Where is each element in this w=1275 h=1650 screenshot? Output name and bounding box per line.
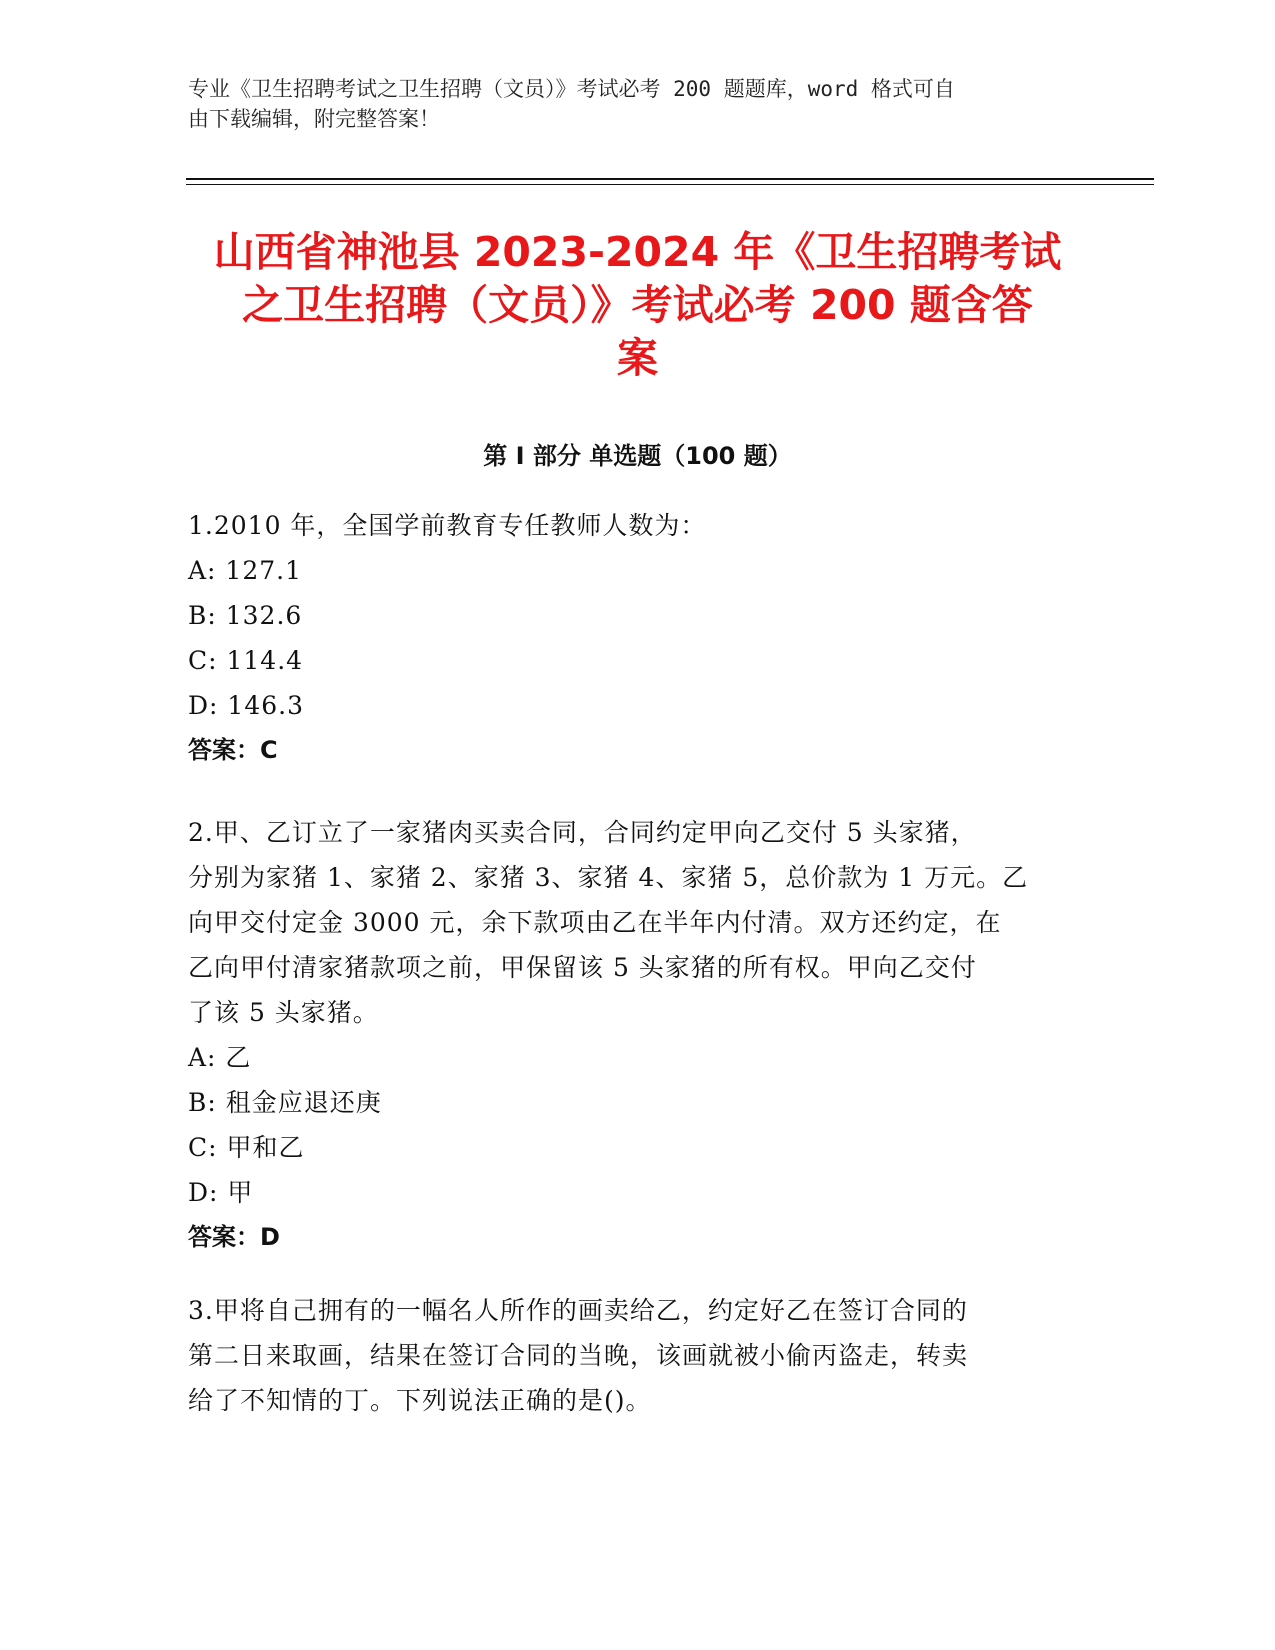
section-title: 第 I 部分 单选题（100 题） [483, 442, 792, 470]
document-title [160, 226, 1115, 385]
question-stem [188, 503, 1088, 548]
header-note-line-1: 专业《卫生招聘考试之卫生招聘（文员）》考试必考 200 题题库，word 格式可自 [188, 77, 955, 101]
option-a: A: 127.1 [188, 556, 302, 585]
header-note [188, 74, 1068, 134]
question-stem [188, 810, 1088, 1035]
question-stem-line: 分别为家猪 1、家猪 2、家猪 3、家猪 4、家猪 5，总价款为 1 万元。乙 [188, 863, 1029, 892]
document-title-line-3: 案 [617, 334, 658, 382]
option-d: D: 甲 [188, 1178, 254, 1207]
header-divider-thin [186, 184, 1154, 185]
question-stem-line: 乙向甲付清家猪款项之前，甲保留该 5 头家猪的所有权。甲向乙交付 [188, 953, 977, 982]
answer-label: 答案：C [188, 736, 278, 764]
question-stem-line: 1.2010 年，全国学前教育专任教师人数为： [188, 511, 707, 540]
answer-label: 答案：D [188, 1223, 280, 1251]
question-stem [188, 1288, 1088, 1423]
question-3 [188, 1288, 1088, 1423]
option-d: D: 146.3 [188, 691, 304, 720]
question-stem-line: 3.甲将自己拥有的一幅名人所作的画卖给乙，约定好乙在签订合同的 [188, 1296, 968, 1325]
option-a: A: 乙 [188, 1043, 252, 1072]
option-b: B: 租金应退还庚 [188, 1088, 382, 1117]
option-c: C: 甲和乙 [188, 1133, 305, 1162]
question-stem-line: 给了不知情的丁。下列说法正确的是()。 [188, 1386, 652, 1415]
header-note-line-2: 由下载编辑，附完整答案！ [188, 107, 440, 131]
document-title-line-2: 之卫生招聘（文员）》考试必考 200 题含答 [242, 281, 1033, 329]
option-c: C: 114.4 [188, 646, 304, 675]
option-b: B: 132.6 [188, 601, 303, 630]
question-2 [188, 810, 1088, 1260]
question-stem-line: 向甲交付定金 3000 元，余下款项由乙在半年内付清。双方还约定，在 [188, 908, 1002, 937]
document-title-line-1: 山西省神池县 2023-2024 年《卫生招聘考试 [213, 228, 1062, 276]
question-stem-line: 第二日来取画，结果在签订合同的当晚，该画就被小偷丙盗走，转卖 [188, 1341, 969, 1370]
question-stem-line: 2.甲、乙订立了一家猪肉买卖合同，合同约定甲向乙交付 5 头家猪， [188, 818, 977, 847]
question-stem-line: 了该 5 头家猪。 [188, 998, 379, 1027]
header-divider-thick [186, 178, 1154, 180]
question-1 [188, 503, 1088, 773]
